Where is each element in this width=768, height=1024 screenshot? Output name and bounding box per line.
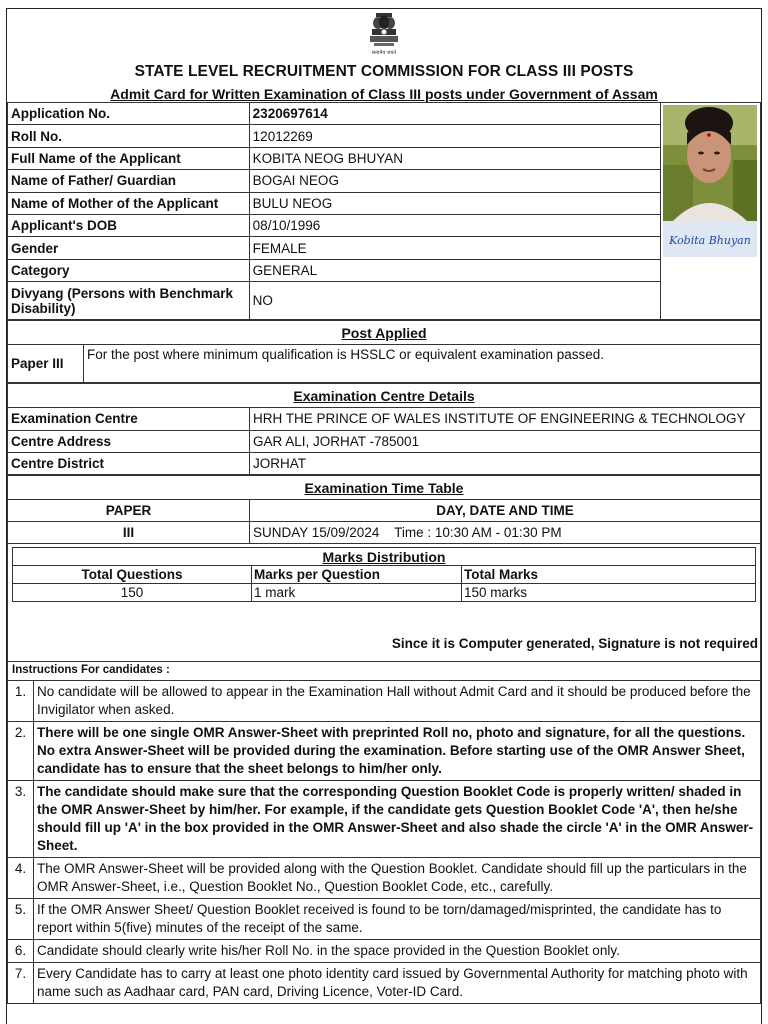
header <box>7 11 761 102</box>
photo-cell <box>661 103 761 320</box>
marks-distribution-title: Marks Distribution <box>13 548 756 566</box>
table-row <box>8 408 761 430</box>
centre-address-value: GAR ALI, JORHAT -785001 <box>250 430 761 452</box>
emblem-caption: सत्यमेव जयते <box>371 50 397 56</box>
centre-district-value: JORHAT <box>250 452 761 474</box>
signature-text: Kobita Bhuyan <box>669 234 751 247</box>
post-applied-table <box>7 320 761 383</box>
total-questions-header: Total Questions <box>13 566 252 584</box>
field-label: Application No. <box>8 103 250 125</box>
table-row <box>8 345 761 383</box>
list-item <box>8 939 761 962</box>
table-row <box>8 103 761 125</box>
total-marks-value: 150 marks <box>462 584 756 602</box>
list-item <box>8 962 761 1003</box>
application-no-value: 2320697614 <box>249 103 660 125</box>
instruction-text: Every Candidate has to carry at least one photo identity card issued by Governmental Authority for matching photo with name such as Aadhaar card, PAN card, Driving Licence, Voter-ID Card. <box>34 962 761 1003</box>
field-label: Full Name of the Applicant <box>8 147 250 169</box>
table-row <box>8 321 761 345</box>
list-item <box>8 898 761 939</box>
instruction-number: 1. <box>8 681 34 722</box>
table-row <box>8 170 761 192</box>
table-row <box>8 500 761 522</box>
full-name-value: KOBITA NEOG BHUYAN <box>249 147 660 169</box>
field-label: Name of Father/ Guardian <box>8 170 250 192</box>
field-label: Roll No. <box>8 125 250 147</box>
instructions-heading: Instructions For candidates : <box>7 662 761 680</box>
table-row <box>13 566 756 584</box>
paper-value: III <box>8 522 250 544</box>
field-label: Gender <box>8 237 250 259</box>
instruction-text: The candidate should make sure that the corresponding Question Booklet Code is properly written/ shaded in the OMR Answer-Sheet by him/her. For example, if the candidate gets Question Booklet Code 'A', then he/she should fill up 'A' in the box provided in the OMR Answer-Sheet and also shade the circle 'A' in the OMR Answer-Sheet. <box>34 781 761 858</box>
table-row <box>8 192 761 214</box>
field-label: Name of Mother of the Applicant <box>8 192 250 214</box>
table-row <box>8 259 761 281</box>
centre-name-value: HRH THE PRINCE OF WALES INSTITUTE OF ENGINEERING & TECHNOLOGY <box>250 408 761 430</box>
national-emblem-icon <box>364 11 404 57</box>
instruction-number: 6. <box>8 939 34 962</box>
admit-card-title: Admit Card for Written Examination of Class III posts under Government of Assam <box>110 86 658 102</box>
paper-column-header: PAPER <box>8 500 250 522</box>
signature-note: Since it is Computer generated, Signature is not required <box>391 636 758 652</box>
table-row <box>8 237 761 259</box>
datetime-column-header: DAY, DATE AND TIME <box>250 500 761 522</box>
table-row <box>8 384 761 408</box>
field-label: Category <box>8 259 250 281</box>
field-label: Divyang (Persons with Benchmark Disability) <box>8 282 250 320</box>
instruction-text: There will be one single OMR Answer-Sheet with preprinted Roll no, photo and signature, for all the questions. No extra Answer-Sheet will be provided during the examination. Before starting use of the OMR Answer Sheet, candidate has to ensure that the sheet belongs to him/her only. <box>34 722 761 781</box>
field-label: Centre District <box>8 452 250 474</box>
gender-value: FEMALE <box>249 237 660 259</box>
datetime-value: SUNDAY 15/09/2024 Time : 10:30 AM - 01:30 PM <box>250 522 761 544</box>
table-row <box>8 214 761 236</box>
time-table <box>7 475 761 544</box>
marks-per-question-value: 1 mark <box>252 584 462 602</box>
list-item <box>8 722 761 781</box>
exam-centre-title: Examination Centre Details <box>8 384 761 408</box>
category-value: GENERAL <box>249 259 660 281</box>
list-item <box>8 857 761 898</box>
exam-centre-table <box>7 383 761 475</box>
instruction-number: 4. <box>8 857 34 898</box>
instruction-text: The OMR Answer-Sheet will be provided along with the Question Booklet. Candidate should fill up the particulars in the OMR Answer-Sheet, i.e., Question Booklet No., Question Booklet Code, etc., carefully. <box>34 857 761 898</box>
list-item <box>8 681 761 722</box>
field-label: Examination Centre <box>8 408 250 430</box>
admit-card-page <box>6 8 762 1024</box>
dob-value: 08/10/1996 <box>249 214 660 236</box>
instruction-number: 3. <box>8 781 34 858</box>
field-label: Centre Address <box>8 430 250 452</box>
table-row <box>8 522 761 544</box>
roll-no-value: 12012269 <box>249 125 660 147</box>
post-description: For the post where minimum qualification is HSSLC or equivalent examination passed. <box>84 345 761 383</box>
total-questions-value: 150 <box>13 584 252 602</box>
marks-distribution-table <box>12 547 756 602</box>
divyang-value: NO <box>249 282 660 320</box>
father-name-value: BOGAI NEOG <box>249 170 660 192</box>
instruction-number: 7. <box>8 962 34 1003</box>
field-label: Applicant's DOB <box>8 214 250 236</box>
marks-per-question-header: Marks per Question <box>252 566 462 584</box>
instruction-text: If the OMR Answer Sheet/ Question Booklet received is found to be torn/damaged/misprinted, the candidate has to report within 5(five) minutes of the receipt of the same. <box>34 898 761 939</box>
table-row <box>8 476 761 500</box>
applicant-photo <box>663 105 757 221</box>
marks-section <box>7 544 761 662</box>
table-row <box>8 282 761 320</box>
table-row <box>8 430 761 452</box>
table-row <box>8 125 761 147</box>
mother-name-value: BULU NEOG <box>249 192 660 214</box>
applicant-signature <box>663 221 757 257</box>
time-table-title: Examination Time Table <box>8 476 761 500</box>
applicant-details-table <box>7 102 761 320</box>
total-marks-header: Total Marks <box>462 566 756 584</box>
instructions-table <box>7 680 761 1003</box>
instruction-number: 2. <box>8 722 34 781</box>
instruction-number: 5. <box>8 898 34 939</box>
paper-label: Paper III <box>8 345 84 383</box>
instruction-text: No candidate will be allowed to appear in the Examination Hall without Admit Card and it should be produced before the Invigilator when asked. <box>34 681 761 722</box>
post-applied-title: Post Applied <box>8 321 761 345</box>
org-title: STATE LEVEL RECRUITMENT COMMISSION FOR CLASS III POSTS <box>134 63 634 80</box>
table-row <box>13 548 756 566</box>
table-row <box>13 584 756 602</box>
list-item <box>8 781 761 858</box>
instruction-text: Candidate should clearly write his/her Roll No. in the space provided in the Question Booklet only. <box>34 939 761 962</box>
table-row <box>8 147 761 169</box>
table-row <box>8 452 761 474</box>
